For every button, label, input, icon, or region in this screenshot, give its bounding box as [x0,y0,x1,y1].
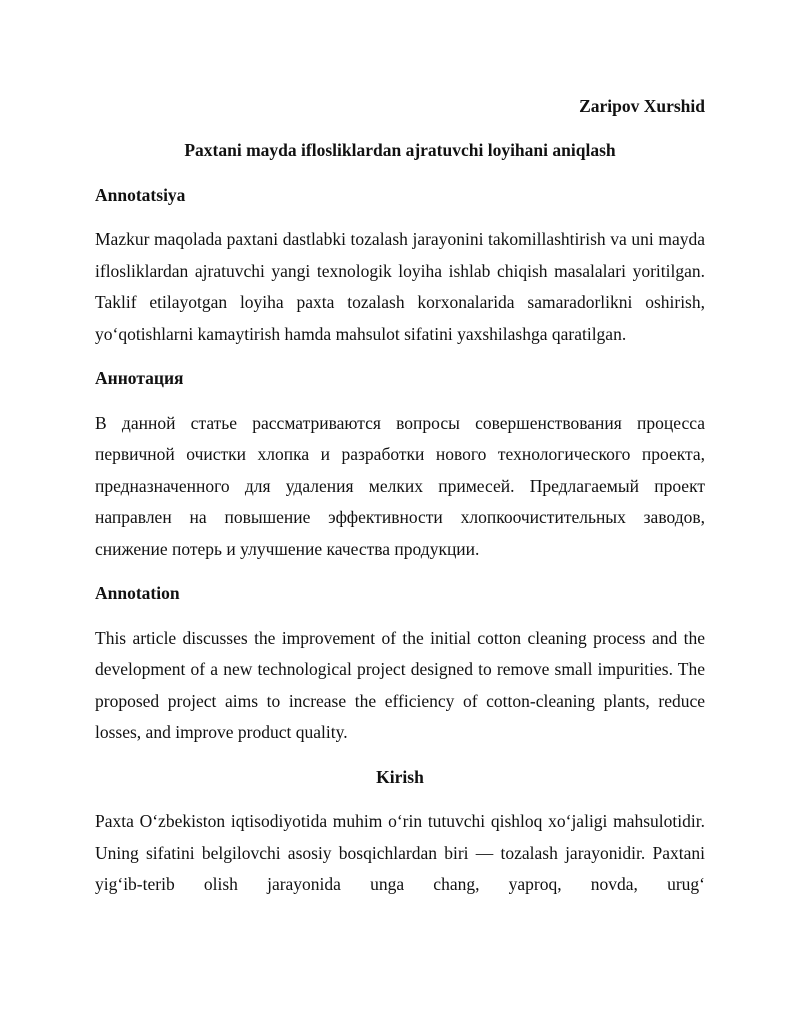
article-title: Paxtani mayda iflosliklardan ajratuvchi loyihani aniqlash [184,140,616,160]
heading-kirish: Kirish [376,766,424,787]
heading-annotation-en: Annotation [95,583,180,603]
heading-annotatsiya: Annotatsiya [95,184,186,205]
author-name: Zaripov Xurshid [579,96,705,116]
paragraph-annotatsiya-ru: В данной статье рассматриваются вопросы совершенствования процесса первичной очистки хлопка и разработки нового технологического проекта, предназначенного для удаления мелких примесей. Предлагаемый проект направлен на повышение эффективности хлопкоочистительных заводов, снижение потерь и улучшение качества продукции. [95,412,705,559]
page-content [95,91,705,901]
paragraph-kirish: Paxta O‘zbekiston iqtisodiyotida muhim o‘rin tutuvchi qishloq xo‘jaligi mahsulotidir. Uning sifatini belgilovchi asosiy bosqichlardan biri — tozalash jarayonidir. Paxtani yig‘ib-terib olish jarayonida unga chang, yaproq, novda, urug‘ [95,811,705,894]
heading-annotatsiya-ru: Аннотация [95,368,184,388]
paragraph-annotatsiya: Mazkur maqolada paxtani dastlabki tozalash jarayonini takomillashtirish va uni mayda iflosliklardan ajratuvchi yangi texnologik loyiha ishlab chiqish masalalari yoritilgan. Taklif etilayotgan loyiha paxta tozalash korxonalarida samaradorlikni oshirish, yo‘qotishlarni kamaytirish hamda mahsulot sifatini yaxshilashga qaratilgan. [95,229,705,344]
paragraph-annotation-en: This article discusses the improvement of the initial cotton cleaning process and the development of a new technological project designed to remove small impurities. The proposed project aims to increase the efficiency of cotton-cleaning plants, reduce losses, and improve product quality. [95,627,705,742]
